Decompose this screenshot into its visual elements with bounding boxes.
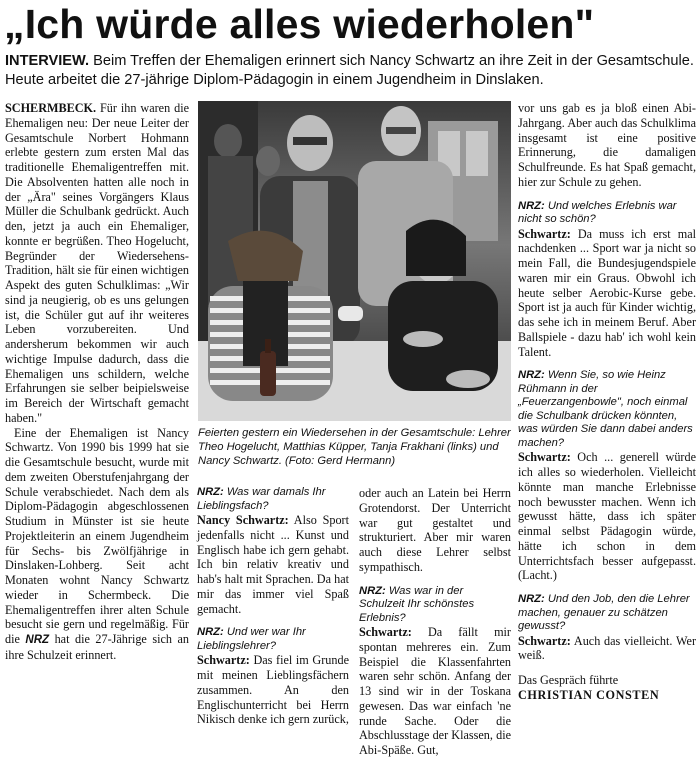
answer-2-continued: oder auch an Latein bei Herrn Grotendorst. Der Unterricht war gut gestaltet und strukturiert. Aber mir waren auch diese Lehrer selbst sympathisch.: [359, 486, 511, 574]
column-4: [518, 101, 696, 703]
headline: „Ich würde alles wiederholen": [4, 1, 595, 47]
answer-4: Schwartz: Da muss ich erst mal nachdenken ... Sport war ja nicht so mein Fall, die Bundesjugendspiele waren mir ein Graus. Obwohl ich heute selber Aerobic-Kurse gebe. Sport ist ja auch für Kinder wichtig, das sehe ich in meinem Beruf. Aber Ballspiele - dazu hab' ich wohl kein Talent.: [518, 226, 696, 359]
column-3: [359, 486, 511, 758]
column-2: [197, 486, 349, 727]
question-1: NRZ: Was war damals Ihr Lieblingsfach?: [197, 486, 326, 512]
dateline: SCHERMBECK.: [5, 101, 97, 115]
lead-text: Beim Treffen der Ehemaligen erinnert sich Nancy Schwartz an ihre Zeit in der Gesamtschule. Heute arbeitet die 27-jährige Diplom-Pädagogin in einem Jugendheim in Dinslaken.: [5, 53, 694, 88]
answer-5: Schwartz: Och ... generell würde ich alles so wiederholen. Vielleicht könnte man manche Erlebnisse noch bewusster machen. Wenn ich gewusst hätte, dass ich später einmal selbst Pädagogin würde, hätte ich schon in dem Unterrichtsfach besser aufgepasst. (Lacht.): [518, 450, 696, 583]
question-2: NRZ: Und wer war Ihr Lieblingslehrer?: [197, 626, 306, 652]
byline-intro: Das Gespräch führte: [518, 673, 619, 687]
answer-1: Nancy Schwartz: Also Sport jedenfalls nicht ... Kunst und Englisch habe ich gern gehabt. Ich bin relativ kreativ und hab's halt mit Sprachen. Da hat mir das immer viel Spaß gemacht.: [197, 513, 349, 616]
lead-kicker: INTERVIEW.: [5, 53, 90, 69]
question-5: NRZ: Wenn Sie, so wie Heinz Rühmann in der „Feuerzangenbowle", noch einmal die Schulbank drücken könnten, was würden Sie dann dabei anders machen?: [518, 369, 693, 449]
answer-3-continued: vor uns gab es ja bloß einen Abi-Jahrgang. Aber auch das Schulklima insgesamt ist eine positive Erinnerung, die damaligen Schulfreunde. Es hat Spaß gemacht, hier zur Schule zu gehen.: [518, 101, 696, 189]
question-4: NRZ: Und welches Erlebnis war nicht so schön?: [518, 199, 677, 225]
article-paragraph-2: Eine der Ehemaligen ist Nancy Schwartz. Von 1990 bis 1999 hat sie die Gesamtschule besucht, wurde mit dem zweiten Oberstufenjahrgang der Schule verabschiedet. Nach dem als Diplom-Pädagogin abgeschlossenen Studium in Münster ist sie heute Projektleiterin an einem Jugendheim für Sechs- bis Zwölfjährige in Dinslaken-Lohberg. Seit acht Monaten wohnt Nancy Schwartz wieder in Schermbeck. Die Ehemaligentreffen ihrer alten Schule besucht sie gern und regelmäßig. Für die NRZ hat die 27-Jährige sich an ihre Schulzeit erinnert.: [5, 425, 190, 662]
answer-2: Schwartz: Das fiel im Grunde mit meinen Lieblingsfächern zusammen. An den Englischunterricht bei Herrn Nikisch denke ich gern zurück,: [197, 653, 349, 727]
answer-3: Schwartz: Da fällt mir spontan mehreres ein. Zum Beispiel die Klassenfahrten waren sehr schön. Anfang der 13 sind wir in der Toskana gewesen. Das war einfach 'ne runde Sache. Oder die Abschlusstage der Klassen, die Abi-Späße. Gut,: [359, 625, 511, 757]
photo-caption: Feierten gestern ein Wiedersehen in der Gesamtschule: Lehrer Theo Hogelucht, Matthias Küpper, Tanja Frakhani (links) und Nancy Schwartz. (Foto: Gerd Hermann): [198, 427, 511, 467]
byline-author: CHRISTIAN CONSTEN: [518, 687, 660, 702]
column-1: [5, 101, 189, 663]
article-photo: [198, 101, 511, 421]
photo-image: [198, 101, 511, 421]
article-intro: SCHERMBECK. Für ihn waren die Ehemaligen neu: Der neue Leiter der Gesamtschule Norbert Hohmann erlebte gestern zum ersten Mal das traditionelle Ehemaligentreffen mit. Die Absolventen hatten alle noch in der „Ära" seines Vorgängers Klaus Müller die Schulbank gedrückt. Auch den, jetzt ja auch ein Ehemaliger, konnte er begrüßen. Theo Hogelucht, Begründer der Wiedersehens-Tradition, hält sie für einen wichtigen Aspekt des guten Schulklimas: „Wir sind ja neugierig, ob es uns gelungen ist, die Schüler gut auf ihr weiteres Leben vorzubereiten. Und andersherum bekommen wir auch wichtige Impulse dadurch, dass die Ehemaligen uns schildern, welche Erfahrungen sie selber beipielsweise im Bereich der Wirtschaft gemacht haben.": [5, 101, 189, 425]
answer-6: Schwartz: Auch das vielleicht. Wer weiß.: [518, 633, 696, 663]
nrz-logo: NRZ: [25, 634, 50, 646]
lead-paragraph: [5, 52, 695, 90]
question-6: NRZ: Und den Job, den die Lehrer machen, genauer zu schätzen gewusst?: [518, 593, 690, 632]
question-3: NRZ: Was war in der Schulzeit Ihr schönstes Erlebnis?: [359, 584, 475, 624]
